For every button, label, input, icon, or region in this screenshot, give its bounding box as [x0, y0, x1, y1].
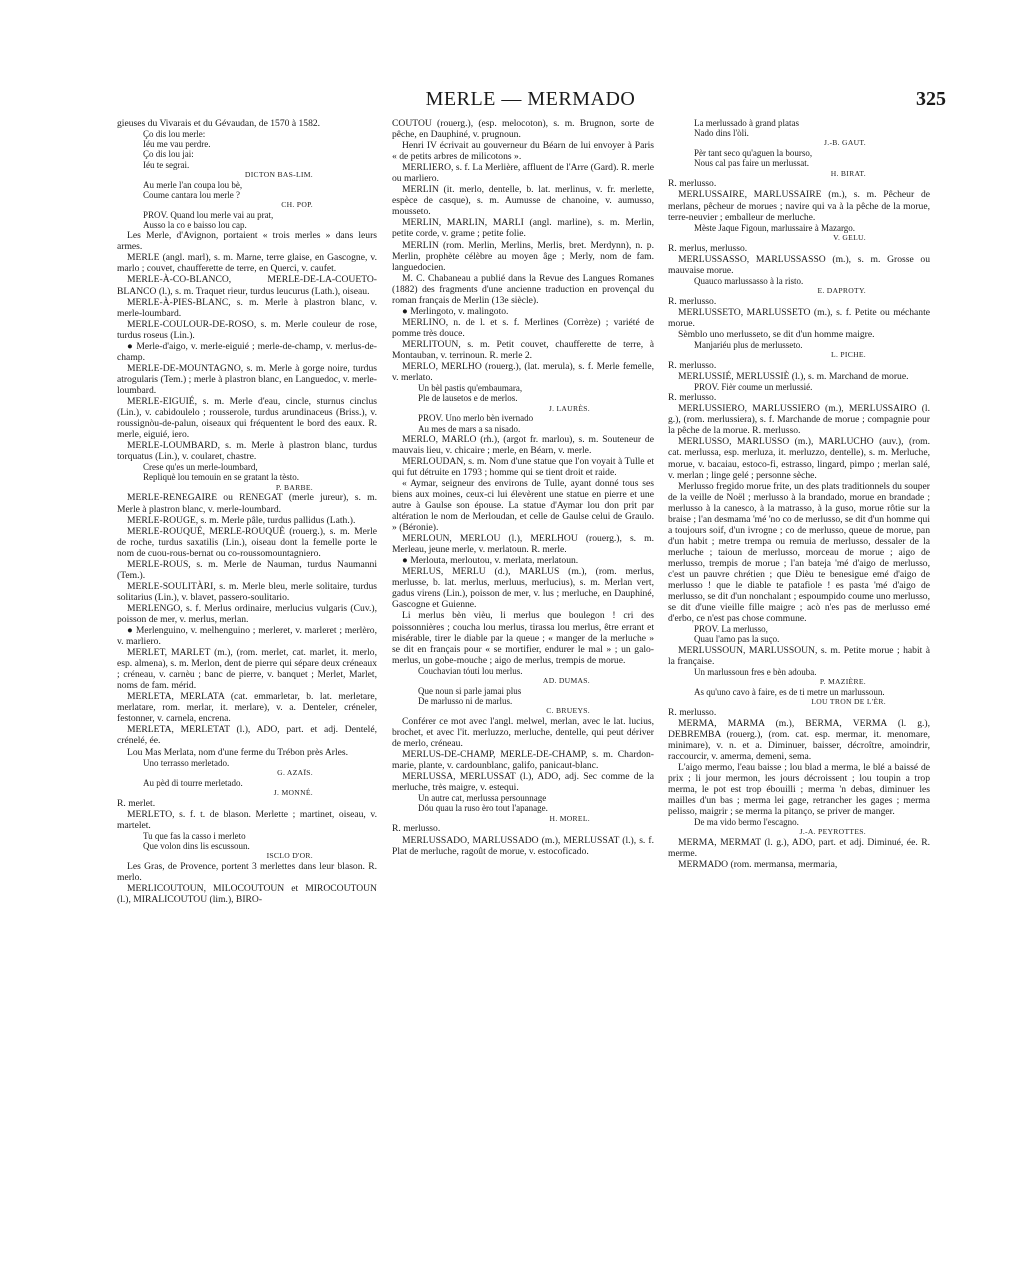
dictionary-entry: MERLE-ROUQUÉ, MERLE-ROUQUÈ (rouerg.), s. m. Merle de roche, turdus saxatilis (Lin.), oiseau dont la femelle porte le nom de cuou-rous-bernat ou co-roussomountagniero.: [117, 525, 377, 559]
dictionary-entry: MERLITOUN, s. m. Petit couvet, chaufferette de terre, à Montauban, v. terrinoun. R. merle 2.: [392, 338, 654, 361]
dictionary-entry: MERLE-À-CO-BLANCO, MERLE-DE-LA-COUETO-BLANCO (l.), s. m. Traquet rieur, turdus leucurus (Lath.), oiseau.: [117, 274, 377, 297]
verse-line: Au pèd di tourre merletado.: [143, 777, 243, 788]
entry-paragraph: Li merlus bèn vièu, li merlus que boulegon ! cri des poissonnières ; coucha lou merlus, tirassa lou merlus, être errant et misérable, tirer le diable par la queue ; « manger de la merluche » se dit en français pour « se mortifier, endurer le mal » ; un galo-merlus, un gobe-mouche ; aigo de merlus, trempis de morue.: [392, 610, 654, 666]
verse-line: Ço dis lou jai:: [143, 149, 194, 160]
text-line: COUTOU (rouerg.), (esp. melocoton), s. m. Brugnon, sorte de pêche, en Dauphiné, v. prugnoun.: [392, 118, 654, 141]
entry-paragraph: M. C. Chabaneau a publié dans la Revue des Langues Romanes (1882) des fragments d'une ancienne traduction en provençal du roman français de Merlin (13e siècle).: [392, 272, 654, 306]
citation-author: J.-B. GAUT.: [824, 138, 866, 148]
citation-author: H. MOREL.: [549, 813, 590, 823]
dictionary-entry: Les Gras, de Provence, portent 3 merlettes dans leur blason. R. merlo.: [117, 860, 377, 883]
entry-paragraph: Sèmblo uno merlusseto, se dit d'un homme maigre.: [678, 328, 875, 340]
dictionary-entry: MERLE (angl. marl), s. m. Marne, terre glaise, en Gascogne, v. marlo ; couvet, chaufferette de terre, en Querci, v. caufet.: [117, 252, 377, 275]
verse-line: Dóu quau la ruso èro tout l'apanage.: [418, 803, 548, 814]
verse-line: Crese qu'es un merle-loumbard,: [143, 462, 258, 473]
text-line: R. merlusso.: [668, 706, 717, 718]
dictionary-entry: MERLUS, MERLU (d.), MARLUS (m.), (rom. merlus, merlusse, b. lat. merlus, merluus, merlucius), s. m. Merlan vert, gadus virens (Lin.), poisson de mer, v. lus ; merluche, en Dauphiné, Gascogne et Guienne.: [392, 566, 654, 611]
verse-line: Un autre cat, merlussa persounnage: [418, 793, 547, 804]
dictionary-entry: MERLUSSA, MERLUSSAT (l.), ADO, adj. Sec comme de la merluche, très maigre, v. estequi.: [392, 771, 654, 794]
verse-line: Iéu me vau perdre.: [143, 139, 211, 150]
citation-author: P. BARBE.: [275, 482, 313, 492]
dictionary-entry: MERLE-ROUGE, s. m. Merle pâle, turdus pallidus (Lath.).: [127, 514, 356, 526]
verse-line: Un bèl pastis qu'embaumara,: [418, 383, 523, 394]
text-line: R. merlusso.: [668, 392, 717, 404]
entry-paragraph: L'aigo mermo, l'eau baisse ; lou blad a merma, le blé a baissé de prix ; li jour mermon, les jours décroissent ; lou toupin a trop merma, le pot est trop ébouilli ; merma 'n debas, diminuer les mailles d'un bas ; merma lei gage, retrancher les gages ; merma pelisso, maigrir ; se merma la pitanço, se priver de manger.: [668, 761, 930, 818]
dictionary-entry: MERLENGO, s. f. Merlus ordinaire, merlucius vulgaris (Cuv.), poisson de mer, v. merlus, merlan.: [117, 602, 377, 625]
text-line: R. merlus, merlusso.: [668, 242, 748, 254]
dictionary-entry: MERLETA, MERLETAT (l.), ADO, part. et adj. Dentelé, crénelé, ée.: [117, 724, 377, 747]
dictionary-entry: MERLO, MERLHO (rouerg.), (lat. merula), s. f. Merle femelle, v. merlato.: [392, 361, 654, 384]
verse-line: Tu que fas la casso i merleto: [143, 830, 246, 841]
dictionary-entry: MERLETA, MERLATA (cat. emmarletar, b. lat. merletare, merlatare, rom. merlar, it. merlare), v. a. Denteler, créneler, festonner, v. carnela, encrena.: [117, 691, 377, 725]
entry-paragraph: Henri IV écrivait au gouverneur du Béarn de lui envoyer à Paris « de petits arbres de milicotons ».: [392, 140, 654, 163]
dictionary-entry: MERLUSSOUN, MARLUSSOUN, s. m. Petite morue ; habit à la française.: [668, 644, 930, 667]
verse-line: Couchavian tóuti lou merlus.: [418, 665, 523, 676]
text-line: R. merlusso.: [392, 823, 441, 835]
dictionary-entry: MERLUSSIÉ, MERLUSSIÈ (l.), s. m. Marchand de morue.: [678, 370, 909, 382]
entry-paragraph: Conférer ce mot avec l'angl. melwel, merlan, avec le lat. lucius, brochet, et avec l'it. merluzzo, merluche, dentelle, qui peut dériver de merlo, créneau.: [392, 715, 654, 750]
text-column-2: [392, 118, 654, 1218]
dictionary-entry: MERLIN (rom. Merlin, Merlins, Merlis, bret. Merdynn), n. p. Merlin, prophète célèbre au moyen âge ; Merly, nom de fam. languedocien.: [392, 239, 654, 273]
dictionary-entry: MERLUSSIERO, MARLUSSIERO (m.), MERLUSSAIRO (l. g.), (rom. merlussiera), s. f. Marchande de morue ; compagnie pour la pêche de la morue. R. merlusso.: [668, 403, 930, 437]
dictionary-entry: ● Merlouta, merloutou, v. merlata, merlatoun.: [402, 555, 579, 567]
dictionary-entry: MERLE-EIGUIÉ, s. m. Merle d'eau, cincle, sturnus cinclus (Lin.), v. cabidoulelo ; rousserole, turdus arundinaceus (Briss.), v. roussignòu-de-palun, oiseaux qui fréquentent le bord des eaux. R. merle, eiguié, iero.: [117, 395, 377, 441]
citation-author: J. MONNÉ.: [273, 787, 313, 797]
verse-line: De marlusso ni de marlus.: [418, 695, 513, 706]
dictionary-entry: MERLICOUTOUN, MILOCOUTOUN et MIROCOUTOUN (l.), MIRALICOUTOU (lim.), BIRO-: [117, 883, 377, 906]
citation-author: CH. POP.: [281, 200, 313, 210]
dictionary-entry: ● Merle-d'aigo, v. merle-eiguié ; merle-de-champ, v. merlus-de-champ.: [117, 340, 377, 363]
citation-author: P. MAZIÈRE.: [819, 676, 866, 686]
page-header: [115, 88, 946, 116]
page-number: 325: [916, 88, 946, 110]
dictionary-entry: MERMADO (rom. mermansa, mermaria,: [678, 859, 838, 871]
dictionary-entry: MERLE-À-PIES-BLANC, s. m. Merle à plastron blanc, v. merle-loumbard.: [117, 296, 377, 319]
verse-line: Pèr tant seco qu'aguen la bourso,: [694, 148, 813, 159]
verse-line: Un marlussoun fres e bèn adouba.: [694, 666, 817, 677]
verse-line: Nado dins l'òli.: [694, 128, 749, 139]
verse-line: Ço dis lou merle:: [143, 129, 206, 140]
entry-paragraph: Merlusso fregido morue frite, un des plats traditionnels du souper de la veille de Noël ; merlusso à la brandado, morue en brandade ; merlusso à la canesco, à la matrasso, à la guso, morue rôtie sur la braise ; l'an desmama 'mé 'no co de merlusso, se dit d'un homme qui a toujours soif, d'un ivrogne ; co de merlusso, queue de morue, pan d'un habit ; metre trempa ou remuia de merlusso, dessaler de la merluche ; taioun de merlusso, morceau de morue ; aigo de merlusso, trempis de morue ; l'an bateja 'mé d'aigo de merlusso, c'est un pauvre chrétien ; que Dièu te benesigue emé d'aigo de merlusso ! que le diable te patafiole ! es pasta 'mé d'aigo de merlusso, se dit d'un nonchalant ; espoumpido coume uno merlusso, se dit d'une vieille fille maigre ; acò n'es pas de merlusso emé d'erbo, ce n'est pas chose commune.: [668, 480, 930, 625]
verse-line: Uno terrasso merletado.: [143, 757, 230, 768]
dictionary-entry: MERLE-LOUMBARD, s. m. Merle à plastron blanc, turdus torquatus (Lin.), v. coularet, chastre.: [117, 440, 377, 463]
verse-line: Manjariéu plus de merlusseto.: [694, 339, 803, 350]
verse-line: Mèste Jaque Figoun, marlussaire à Mazargo.: [694, 222, 856, 233]
verse-line: Nous cal pas faire un merlussat.: [694, 158, 809, 169]
text-line: gieuses du Vivarais et du Gévaudan, de 1570 à 1582.: [117, 118, 321, 129]
dictionary-entry: MERLE-COULOUR-DE-ROSO, s. m. Merle couleur de rose, turdus roseus (Lin.).: [117, 318, 377, 341]
dictionary-entry: MERLUSSASSO, MARLUSSASSO (m.), s. m. Grosse ou mauvaise morue.: [668, 253, 930, 276]
verse-line: PROV. Uno merlo bèn ivernado: [418, 413, 534, 424]
verse-line: De ma vido bermo l'escagno.: [694, 817, 799, 828]
text-line: R. merlet.: [117, 797, 156, 809]
dictionary-entry: MERLUSSADO, MARLUSSADO (m.), MERLUSSAT (l.), s. f. Plat de merluche, ragoût de morue, v. estocoficado.: [392, 834, 654, 857]
text-column-1: [117, 118, 377, 1218]
dictionary-entry: MERLUS-DE-CHAMP, MERLE-DE-CHAMP, s. m. Chardon-marie, plante, v. cardounblanc, galifo, panicaut-blanc.: [392, 749, 654, 772]
citation-author: G. AZAÏS.: [277, 767, 313, 777]
dictionary-entry: MERLO, MARLO (rh.), (argot fr. marlou), s. m. Souteneur de mauvais lieu, v. chicaire ; merle, en Béarn, v. merle.: [392, 433, 654, 456]
dictionary-entry: MERLET, MARLET (m.), (rom. merlet, cat. marlet, it. merlo, esp. almena), s. m. Merlon, dent de pierre qui sépare deux créneaux ; créneau, v. carnèu ; banc de pierre, v. banquet ; Merlet, Marlet, noms de fam. mérid.: [117, 647, 377, 692]
verse-line: Repliquè lou temouin en se gratant la tèsto.: [143, 472, 299, 483]
running-title: MERLE — MERMADO: [425, 88, 636, 110]
dictionary-entry: MERLE-RENEGAIRE ou RENEGAT (merle jureur), s. m. Merle à plastron blanc, v. merle-loumbard.: [117, 492, 377, 515]
dictionary-entry: MERLIN (it. merlo, dentelle, b. lat. merlinus, v. fr. merlette, espèce de casque), s. m. Aumusse de chanoine, v. aumusso, mousseto.: [392, 184, 654, 218]
verse-line: La merlussado à grand platas: [694, 118, 799, 128]
text-line: R. merlusso.: [668, 359, 717, 371]
citation-author: E. DAPROTY.: [817, 285, 866, 295]
verse-line: Quau l'amo pas la suço.: [694, 634, 780, 645]
citation-author: H. BIRAT.: [830, 168, 866, 178]
dictionary-entry: MERLOUDAN, s. m. Nom d'une statue que l'on voyait à Tulle et qui fut détruite en 1793 ; homme qui se tient droit et raide.: [392, 455, 654, 478]
dictionary-entry: MERLE-DE-MOUNTAGNO, s. m. Merle à gorge noire, turdus atrogularis (Tem.) ; merle à plastron blanc, en Languedoc, v. merle-loumbard.: [117, 362, 377, 396]
verse-line: Quauco marlussasso à la risto.: [694, 275, 804, 286]
dictionary-entry: MERLUSSO, MARLUSSO (m.), MARLUCHO (auv.), (rom. cat. merlussa, esp. merluza, it. merluzzo, dentelle), s. m. Merluche, morue, v. bacaiau, estoco-fi, estrasso, lingard, pimpo ; merlan salé, v. merlan ; linge gelé ; personne sèche.: [668, 436, 930, 481]
verse-line: PROV. La merlusso,: [694, 624, 768, 635]
citation-author: L. PICHE.: [831, 350, 866, 360]
dictionary-entry: ● Merlingoto, v. malingoto.: [402, 305, 509, 317]
citation-author: J.-A. PEYROTTES.: [799, 827, 866, 837]
text-line: R. merlusso.: [668, 178, 717, 190]
verse-line: Que volon dins lis escussoun.: [143, 840, 250, 851]
text-line: R. merlusso.: [668, 295, 717, 307]
verse-line: Iéu te segrai.: [143, 159, 190, 170]
verse-line: Au merle l'an coupa lou bè,: [143, 179, 243, 190]
dictionary-entry: Lou Mas Merlata, nom d'une ferme du Trébon près Arles.: [127, 746, 349, 758]
verse-line: Au mes de mars a sa nisado.: [418, 423, 521, 434]
dictionary-entry: MERMA, MARMA (m.), BERMA, VERMA (l. g.), DEBREMBA (rouerg.), (rom. cat. esp. mermar, it. menomare, minimare), v. n. et a. Diminuer, baisser, décroître, amoindrir, raccourcir, v. amerma, demeni, sema.: [668, 717, 930, 762]
text-column-3: [668, 118, 930, 1218]
citation-author: C. BRUEYS.: [546, 706, 590, 716]
dictionary-entry: MERLINO, n. de l. et s. f. Merlines (Corrèze) ; variété de pomme très douce.: [392, 316, 654, 339]
dictionary-entry: MERLETO, s. f. t. de blason. Merlette ; martinet, oiseau, v. martelet.: [117, 808, 377, 831]
verse-line: Ple de lausetos e de merlos.: [418, 393, 518, 404]
dictionary-entry: MERMA, MERMAT (l. g.), ADO, part. et adj. Diminué, ée. R. merme.: [668, 837, 930, 860]
verse-line: PROV. Fièr coume un merlussié.: [694, 382, 813, 393]
dictionary-entry: MERLE-ROUS, s. m. Merle de Nauman, turdus Naumanni (Tem.).: [117, 558, 377, 581]
dictionary-entry: MERLUSSAIRE, MARLUSSAIRE (m.), s. m. Pêcheur de merlans, pêcheur de morues ; navire qui va à la pêche de la morue, terre-neuvier ; emballeur de merluche.: [668, 189, 930, 223]
citation-author: J. LAURÈS.: [548, 403, 590, 413]
dictionary-entry: MERLOUN, MERLOU (l.), MERLHOU (rouerg.), s. m. Merleau, jeune merle, v. merlatoun. R. merle.: [392, 533, 654, 556]
citation-author: AD. DUMAS.: [542, 675, 590, 685]
entry-paragraph: « Aymar, seigneur des environs de Tulle, ayant donné tous ses biens aux moines, ceux-ci lui élevèrent une statue en pierre et une autre à Gaulse son épouse. La statue d'Aymar lou don prit par altération le nom de Merloudan, et celle de Gaulse celui de Graulo. » (Béronie).: [392, 477, 654, 534]
dictionary-entry: MERLUSSETO, MARLUSSETO (m.), s. f. Petite ou méchante morue.: [668, 306, 930, 329]
citation-author: LOU TRON DE L'ÈR.: [811, 696, 886, 706]
dictionary-entry: ● Merlenguino, v. melhenguino ; merleret, v. marleret ; merlèro, v. marliero.: [117, 625, 377, 648]
citation-author: ISCLO D'OR.: [266, 851, 313, 861]
citation-author: DICTON BAS-LIM.: [244, 169, 313, 179]
verse-line: Coume cantara lou merle ?: [143, 189, 240, 200]
citation-author: V. GELU.: [833, 232, 866, 242]
verse-line: As qu'uno cavo à faire, es de ti metre un marlussoun.: [694, 686, 885, 697]
verse-line: Ausso la co e baisso lou cap.: [143, 220, 247, 231]
dictionary-entry: MERLE-SOULITÀRI, s. m. Merle bleu, merle solitaire, turdus solitarius (Lin.), v. blavet, passero-soulitario.: [117, 580, 377, 603]
entry-paragraph: Les Merle, d'Avignon, portaient « trois merles » dans leurs armes.: [117, 230, 377, 253]
dictionary-entry: MERLIN, MARLIN, MARLI (angl. marline), s. m. Merlin, petite corde, v. grame ; petite folie.: [392, 217, 654, 240]
dictionary-entry: MERLIERO, s. f. La Merlière, affluent de l'Arre (Gard). R. merle ou marliero.: [392, 162, 654, 185]
verse-line: Que noun si parle jamai plus: [418, 685, 522, 696]
verse-line: PROV. Quand lou merle vai au prat,: [143, 209, 274, 220]
